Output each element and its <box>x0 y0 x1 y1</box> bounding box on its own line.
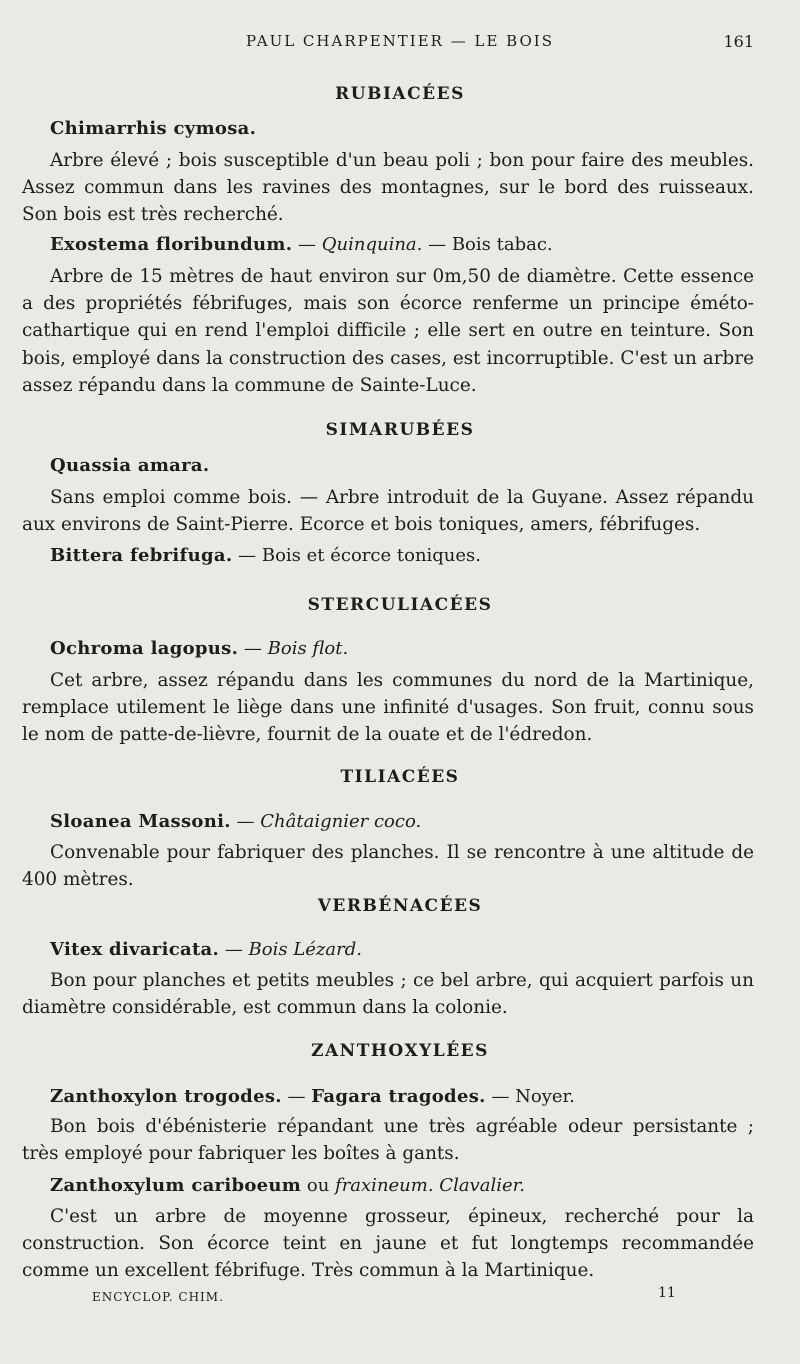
entry-text-ochroma <box>22 667 754 749</box>
separator: — <box>230 811 261 832</box>
paragraph-text: Bon bois d'ébénisterie répandant une très agréable odeur persistante ; très employé pour fabriquer les boîtes à gants. <box>22 1116 754 1165</box>
species-name: Chimarrhis cymosa. <box>50 118 257 139</box>
species-name: Ochroma lagopus. <box>50 638 239 659</box>
entry-heading-exostema <box>50 234 553 255</box>
species-name: Sloanea Massoni. <box>50 811 231 832</box>
species-name-synonym: Fagara tragodes. <box>311 1086 486 1107</box>
paragraph-text: Cet arbre, assez répandu dans les communes du nord de la Martinique, remplace utilement le liège dans une infinité d'usages. Son fruit, connu sous le nom de patte-de-lièvre, fournit de la ouate et de l'édredon. <box>22 670 754 746</box>
section-title-zanthoxylees: ZANTHOXYLÉES <box>311 1041 489 1061</box>
common-name: Quinquina. <box>321 234 423 255</box>
entry-text-quassia <box>22 484 754 538</box>
heading-rest: — Bois et écorce toniques. <box>232 545 482 566</box>
entry-heading-sloanea <box>50 811 421 832</box>
common-name: Bois flot. <box>267 638 349 659</box>
heading-rest: Clavalier. <box>433 1175 525 1196</box>
common-name: Bois Lézard. <box>248 939 362 960</box>
section-title-rubiacees: RUBIACÉES <box>335 84 465 104</box>
heading-rest: — Bois tabac. <box>422 234 553 255</box>
entry-heading-zanthoxylon <box>50 1086 575 1107</box>
entry-text-exostema <box>22 263 754 399</box>
heading-rest: — Noyer. <box>485 1086 575 1107</box>
species-name: Zanthoxylum cariboeum <box>50 1175 302 1196</box>
paragraph-text: Arbre de 15 mètres de haut environ sur 0m,50 de diamètre. Cette essence a des propriétés fébrifuges, mais son écorce renferme un principe éméto-cathartique qui en rend l'emploi difficile ; elle sert en outre en teinture. Son bois, employé dans la construction des cases, est incorruptible. C'est un arbre assez répandu dans la commune de Sainte-Luce. <box>22 266 754 396</box>
paragraph-text: Convenable pour fabriquer des planches. Il se rencontre à une altitude de 400 mètres. <box>22 842 754 891</box>
species-name: Exostema floribundum. <box>50 234 293 255</box>
footer-sheet-number: 11 <box>658 1285 676 1301</box>
entry-heading-zanthoxylum <box>50 1175 525 1196</box>
page-number: 161 <box>723 32 754 51</box>
entry-text-sloanea <box>22 839 754 893</box>
paragraph-text: Arbre élevé ; bois susceptible d'un beau poli ; bon pour faire des meubles. Assez commun dans les ravines des montagnes, sur le bord des ruisseaux. Son bois est très recherché. <box>22 150 754 226</box>
paragraph-text: Sans emploi comme bois. — Arbre introduit de la Guyane. Assez répandu aux environs de Saint-Pierre. Ecorce et bois toniques, amers, fébrifuges. <box>22 487 754 536</box>
entry-text-zanthoxylum <box>22 1203 754 1285</box>
paragraph-text: C'est un arbre de moyenne grosseur, épineux, recherché pour la construction. Son écorce teint en jaune et fut longtemps recommandée comme un excellent fébrifuge. Très commun à la Martinique. <box>22 1206 754 1282</box>
species-name: Quassia amara. <box>50 455 210 476</box>
separator: — <box>292 234 322 255</box>
separator: — <box>281 1086 312 1107</box>
conjunction: ou <box>301 1175 336 1196</box>
section-title-tiliacees: TILIACÉES <box>340 767 460 787</box>
entry-heading-bittera <box>50 545 481 566</box>
section-title-verbenacees: VERBÉNACÉES <box>317 896 483 916</box>
running-head: PAUL CHARPENTIER — LE BOIS <box>246 32 554 50</box>
section-title-sterculiacees: STERCULIACÉES <box>307 595 493 615</box>
common-name: Châtaignier coco. <box>260 811 422 832</box>
section-title-simarubees: SIMARUBÉES <box>325 420 475 440</box>
entry-text-zanthoxylon <box>22 1113 754 1167</box>
entry-text-chimarrhis <box>22 147 754 229</box>
species-name: Zanthoxylon trogodes. <box>50 1086 282 1107</box>
species-name: Vitex divaricata. <box>50 939 220 960</box>
entry-text-vitex <box>22 967 754 1021</box>
common-name: fraxineum. <box>335 1175 434 1196</box>
separator: — <box>238 638 268 659</box>
entry-heading-quassia <box>50 455 209 476</box>
footer-signature: ENCYCLOP. CHIM. <box>92 1290 224 1304</box>
entry-heading-vitex <box>50 939 362 960</box>
entry-heading-chimarrhis <box>50 118 256 139</box>
entry-heading-ochroma <box>50 638 348 659</box>
paragraph-text: Bon pour planches et petits meubles ; ce bel arbre, qui acquiert parfois un diamètre considérable, est commun dans la colonie. <box>22 970 754 1019</box>
species-name: Bittera febrifuga. <box>50 545 233 566</box>
separator: — <box>219 939 249 960</box>
